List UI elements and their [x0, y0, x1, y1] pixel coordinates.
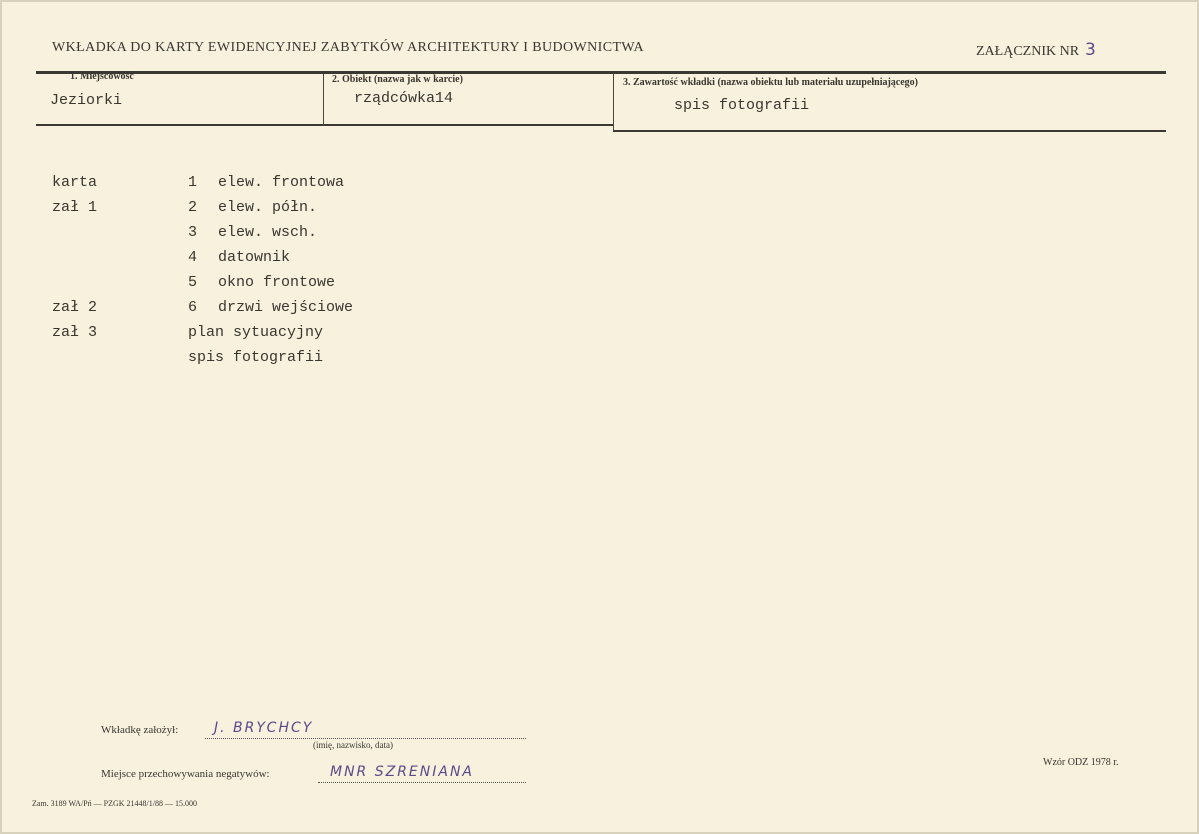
founder-hint: (imię, nazwisko, data)	[313, 740, 393, 750]
header-bottom-rule	[36, 124, 613, 126]
list-item-number: 6	[188, 299, 198, 316]
founder-label: Wkładkę założył:	[101, 724, 179, 736]
locality-label: 1. Miejscowość	[70, 71, 134, 82]
list-item-ref: zał 2	[52, 299, 98, 316]
annex-label-text: ZAŁĄCZNIK NR	[976, 44, 1080, 59]
field-divider-1	[323, 74, 324, 126]
list-item-ref: zał 3	[52, 324, 98, 341]
list-item-ref: zał 1	[52, 199, 98, 216]
list-item-description: plan sytuacyjny	[188, 324, 324, 341]
list-item-number: 5	[188, 274, 198, 291]
founder-signature: J. BRYCHCY	[214, 720, 314, 736]
content-value: spis fotografii	[674, 97, 810, 114]
print-info: Zam. 3189 WA/Pń — PZGK 21448/1/88 — 15.000	[32, 799, 197, 808]
list-item-description: drzwi wejściowe	[218, 299, 354, 316]
object-value: rządcówka14	[354, 90, 454, 107]
object-label: 2. Obiekt (nazwa jak w karcie)	[332, 74, 463, 85]
list-item-ref: karta	[52, 174, 98, 191]
list-item-description: elew. półn.	[218, 199, 318, 216]
content-label: 3. Zawartość wkładki (nazwa obiektu lub materiału uzupełniającego)	[623, 77, 919, 88]
form-code: Wzór ODZ 1978 r.	[1043, 757, 1119, 768]
locality-value: Jeziorki	[50, 92, 123, 109]
negatives-value: MNR SZRENIANA	[330, 764, 475, 780]
list-item-description: okno frontowe	[218, 274, 336, 291]
list-item-description: datownik	[218, 249, 291, 266]
list-item-description: elew. frontowa	[218, 174, 345, 191]
card-title: WKŁADKA DO KARTY EWIDENCYJNEJ ZABYTKÓW ARCHITEKTURY I BUDOWNICTWA	[52, 40, 644, 55]
field-divider-2	[613, 74, 614, 130]
list-item-number: 1	[188, 174, 198, 191]
annex-number: 3	[1085, 40, 1096, 60]
header-bottom-rule-right	[613, 130, 1166, 132]
list-item-number: 4	[188, 249, 198, 266]
negatives-label: Miejsce przechowywania negatywów:	[101, 768, 270, 780]
list-item-number: 3	[188, 224, 198, 241]
list-item-description: spis fotografii	[188, 349, 324, 366]
header-top-rule	[36, 71, 1166, 74]
list-item-number: 2	[188, 199, 198, 216]
list-item-description: elew. wsch.	[218, 224, 318, 241]
annex-label	[976, 40, 1096, 60]
